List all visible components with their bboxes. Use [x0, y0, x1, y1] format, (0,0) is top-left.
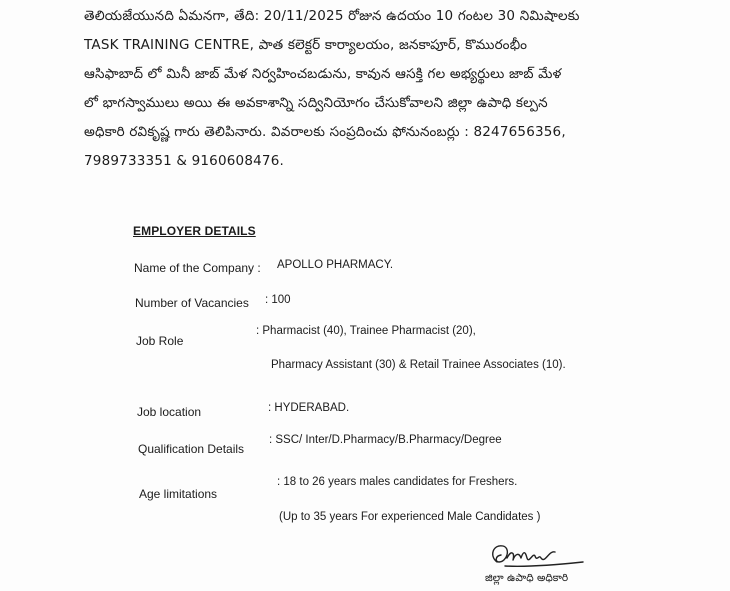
company-value: APOLLO PHARMACY.: [277, 259, 394, 271]
company-label: Name of the Company :: [134, 261, 261, 275]
signature-caption: జిల్లా ఉపాధి అధికారి: [485, 572, 569, 584]
job-role-value-line-1: : Pharmacist (40), Trainee Pharmacist (20),: [256, 325, 476, 337]
intro-paragraph: [84, 0, 724, 176]
vacancies-label: Number of Vacancies: [135, 296, 249, 310]
employer-details-heading: EMPLOYER DETAILS: [133, 224, 256, 238]
qualification-value: : SSC/ Inter/D.Pharmacy/B.Pharmacy/Degree: [269, 434, 502, 446]
job-role-value-line-2: Pharmacy Assistant (30) & Retail Trainee Associates (10).: [271, 359, 566, 371]
intro-line: ఆసిఫాబాద్ లో మినీ జాబ్ మేళ నిర్వహించబడును, కావున ఆసక్తి గల అభ్యర్థులు జాబ్ మేళ: [84, 66, 562, 82]
age-label: Age limitations: [139, 487, 218, 501]
job-location-label: Job location: [137, 405, 202, 419]
intro-line: అధికారి రవికృష్ణ గారు తెలిపినారు. వివరాలకు సంప్రదించు ఫోనునంబర్లు : 8247656356,: [84, 124, 566, 140]
intro-line: తెలియజేయునది ఏమనగా, తేది: 20/11/2025 రోజున ఉదయం 10 గంటల 30 నిమిషాలకు: [84, 8, 580, 24]
age-value-line-1: : 18 to 26 years males candidates for Freshers.: [277, 476, 518, 488]
job-role-label: Job Role: [136, 334, 184, 348]
intro-line: TASK TRAINING CENTRE, పాత కలెక్టర్ కార్యాలయం, జనకాపూర్, కొమురంభీం: [84, 37, 528, 53]
age-value-line-2: (Up to 35 years For experienced Male Candidates ): [279, 511, 541, 523]
vacancies-value: : 100: [265, 294, 291, 306]
intro-line: 7989733351 & 9160608476.: [84, 153, 284, 169]
officer-signature: [485, 540, 585, 574]
qualification-label: Qualification Details: [138, 442, 245, 456]
intro-line: లో భాగస్వాములు అయి ఈ అవకాశాన్ని సద్వినియోగం చేసుకోవాలని జిల్లా ఉపాధి కల్పన: [84, 95, 548, 111]
job-location-value: : HYDERABAD.: [268, 402, 350, 414]
